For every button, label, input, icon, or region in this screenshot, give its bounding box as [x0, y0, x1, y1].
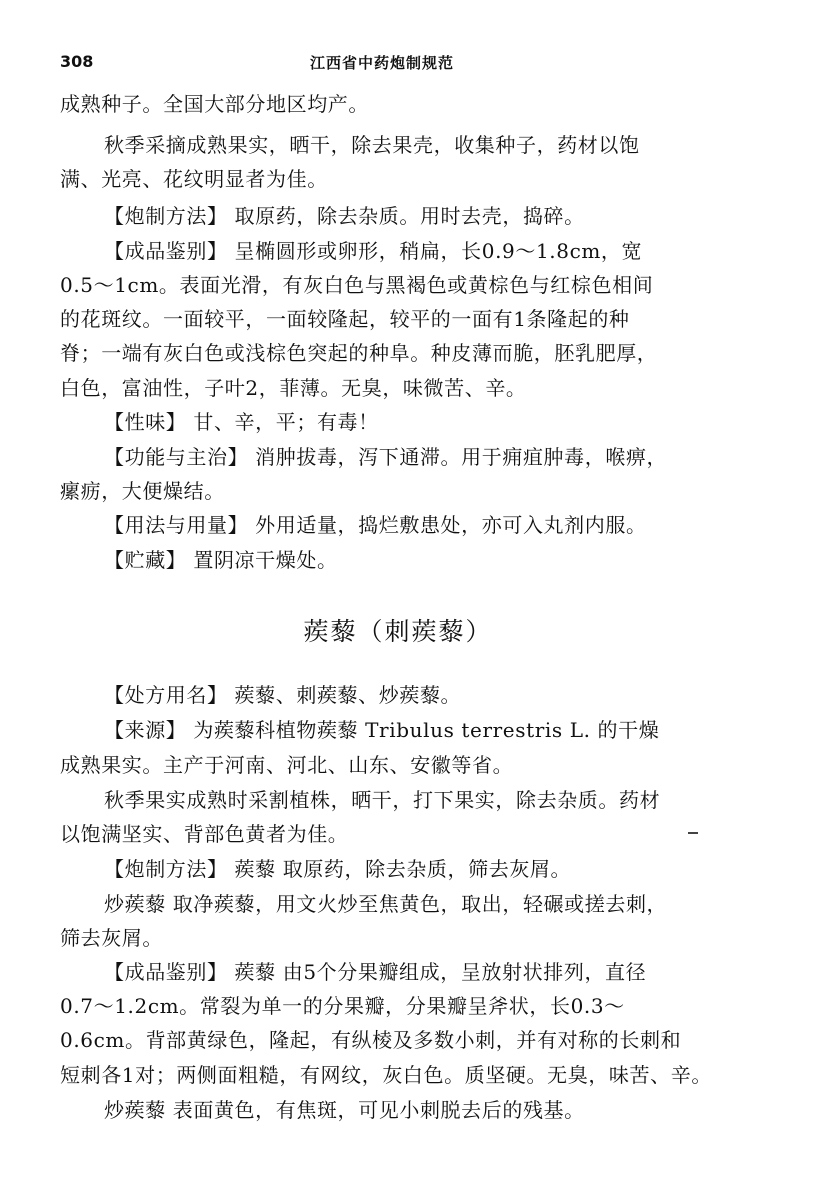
text-line: 0.6cm。背部黄绿色，隆起，有纵棱及多数小刺，并有对称的长刺和: [60, 1028, 682, 1052]
text-line: 【处方用名】 蒺藜、刺蒺藜、炒蒺藜。: [104, 683, 462, 707]
text-line: 0.5～1cm。表面光滑，有灰白色与黑褐色或黄棕色与红棕色相间: [60, 273, 654, 297]
text-line: 满、光亮、花纹明显者为佳。: [60, 167, 328, 191]
text-line: 【成品鉴别】 蒺藜 由5个分果瓣组成，呈放射状排列，直径: [104, 960, 647, 984]
page-number: 308: [60, 52, 94, 71]
stray-mark: [688, 832, 698, 834]
text-line: 以饱满坚实、背部色黄者为佳。: [60, 822, 349, 846]
text-line: 脊；一端有灰白色或浅棕色突起的种阜。种皮薄而脆，胚乳肥厚，: [60, 341, 658, 365]
text-line: 筛去灰屑。: [60, 926, 163, 950]
text-line: 0.7～1.2cm。常裂为单一的分果瓣，分果瓣呈斧状，长0.3～: [60, 994, 625, 1018]
text-line: 瘰疬，大便燥结。: [60, 479, 225, 503]
text-line: 秋季果实成熟时采割植株，晒干，打下果实，除去杂质。药材: [104, 788, 661, 812]
text-line: 白色，富油性，子叶2，菲薄。无臭，味微苦、辛。: [60, 376, 527, 400]
text-line: 成熟种子。全国大部分地区均产。: [60, 92, 369, 116]
text-line: 短刺各1对；两侧面粗糙，有网纹，灰白色。质坚硬。无臭，味苦、辛。: [60, 1063, 712, 1087]
section-title: 蒺藜（刺蒺藜）: [303, 617, 493, 646]
text-line: 成熟果实。主产于河南、河北、山东、安徽等省。: [60, 753, 514, 777]
text-line: 【贮藏】 置阴凉干燥处。: [104, 548, 338, 572]
text-line: 【成品鉴别】 呈椭圆形或卵形，稍扁，长0.9～1.8cm，宽: [104, 239, 643, 263]
text-line: 【功能与主治】 消肿拔毒，泻下通滞。用于痈疽肿毒，喉痹，: [104, 445, 668, 469]
text-line: 【性味】 甘、辛，平；有毒！: [104, 410, 379, 434]
text-line: 秋季采摘成熟果实，晒干，除去果壳，收集种子，药材以饱: [104, 133, 640, 157]
text-line: 炒蒺藜 表面黄色，有焦斑，可见小刺脱去后的残基。: [104, 1098, 585, 1122]
text-line: 的花斑纹。一面较平，一面较隆起，较平的一面有1条隆起的种: [60, 307, 630, 331]
running-title: 江西省中药炮制规范: [310, 54, 455, 72]
text-line: 【炮制方法】 蒺藜 取原药，除去杂质，筛去灰屑。: [104, 857, 572, 881]
text-line: 【用法与用量】 外用适量，捣烂敷患处，亦可入丸剂内服。: [104, 513, 647, 537]
page-header: [60, 50, 760, 76]
text-line: 【炮制方法】 取原药，除去杂质。用时去壳，捣碎。: [104, 204, 585, 228]
text-line: 炒蒺藜 取净蒺藜，用文火炒至焦黄色，取出，轻碾或搓去刺，: [104, 892, 668, 916]
text-line: 【来源】 为蒺藜科植物蒺藜 Tribulus terrestris L. 的干燥: [104, 718, 660, 742]
